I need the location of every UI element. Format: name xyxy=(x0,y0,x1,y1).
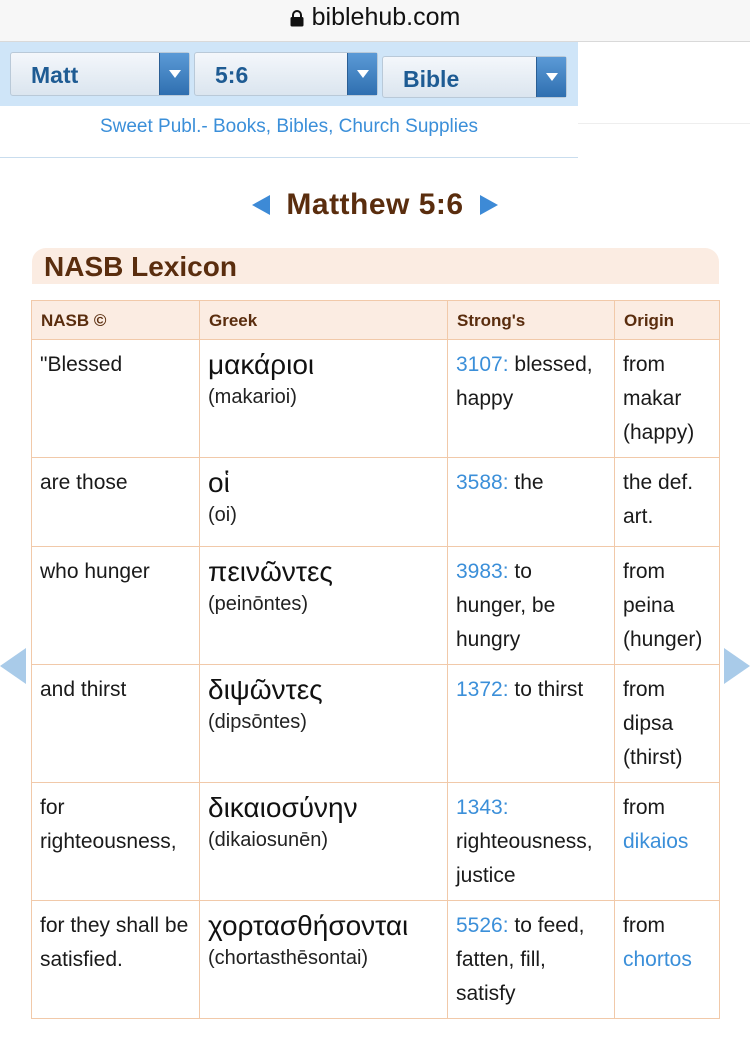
strongs-number-link[interactable]: 1372: xyxy=(456,678,509,701)
strongs-cell xyxy=(448,340,615,458)
greek-word[interactable]: οἱ xyxy=(208,467,230,498)
nasb-cell: are those xyxy=(32,458,200,547)
lexicon-table xyxy=(31,300,720,1019)
book-select[interactable] xyxy=(10,52,190,96)
origin-text: from xyxy=(623,914,665,937)
strongs-definition: to hunger, be hungry xyxy=(456,560,556,651)
origin-cell xyxy=(615,665,720,783)
chevron-down-icon[interactable] xyxy=(347,53,377,95)
nasb-cell: who hunger xyxy=(32,547,200,665)
transliteration: (oi) xyxy=(208,504,237,526)
greek-cell xyxy=(200,665,448,783)
nasb-cell: "Blessed xyxy=(32,340,200,458)
book-select-value: Matt xyxy=(31,62,79,88)
origin-link[interactable]: dikaios xyxy=(623,830,689,853)
strongs-cell xyxy=(448,665,615,783)
origin-cell xyxy=(615,547,720,665)
chevron-down-icon[interactable] xyxy=(536,57,566,97)
transliteration: (peinōntes) xyxy=(208,593,309,615)
greek-word[interactable]: διψῶντες xyxy=(208,674,323,705)
sponsor-banner xyxy=(0,106,578,158)
verse-select-value: 5:6 xyxy=(215,62,249,88)
origin-text: from dipsa (thirst) xyxy=(623,678,683,769)
column-header-nasb: NASB © xyxy=(32,301,200,340)
column-header-strongs: Strong's xyxy=(448,301,615,340)
origin-text: the def. art. xyxy=(623,471,694,528)
greek-cell xyxy=(200,901,448,1019)
lexicon-header xyxy=(32,248,719,284)
greek-word[interactable]: πεινῶντες xyxy=(208,556,333,587)
transliteration: (dikaiosunēn) xyxy=(208,829,329,851)
greek-cell xyxy=(200,783,448,901)
column-header-origin: Origin xyxy=(615,301,720,340)
strongs-number-link[interactable]: 1343: xyxy=(456,796,509,819)
version-select-value: Bible xyxy=(403,66,460,92)
table-row xyxy=(32,458,720,547)
prev-page-icon[interactable] xyxy=(0,648,26,684)
origin-cell xyxy=(615,458,720,547)
lexicon-title: NASB Lexicon xyxy=(44,251,237,282)
strongs-number-link[interactable]: 3983: xyxy=(456,560,509,583)
table-row xyxy=(32,901,720,1019)
strongs-definition: to feed, fatten, fill, satisfy xyxy=(456,914,585,1005)
table-row xyxy=(32,783,720,901)
column-header-greek: Greek xyxy=(200,301,448,340)
strongs-number-link[interactable]: 5526: xyxy=(456,914,509,937)
transliteration: (chortasthēsontai) xyxy=(208,947,369,969)
nasb-cell: and thirst xyxy=(32,665,200,783)
strongs-number-link[interactable]: 3107: xyxy=(456,353,509,376)
strongs-cell xyxy=(448,547,615,665)
transliteration: (dipsōntes) xyxy=(208,711,307,733)
origin-text: from xyxy=(623,796,665,819)
origin-cell xyxy=(615,340,720,458)
strongs-definition: the xyxy=(508,471,544,494)
strongs-definition: blessed, happy xyxy=(456,353,593,410)
sidebar-divider xyxy=(578,106,750,124)
origin-cell xyxy=(615,783,720,901)
url-text: biblehub.com xyxy=(311,3,461,31)
table-row xyxy=(32,547,720,665)
next-page-icon[interactable] xyxy=(724,648,750,684)
nasb-cell: for they shall be satisfied. xyxy=(32,901,200,1019)
strongs-definition: to thirst xyxy=(508,678,584,701)
greek-cell xyxy=(200,340,448,458)
strongs-number-link[interactable]: 3588: xyxy=(456,471,509,494)
triangle-left-icon[interactable] xyxy=(252,195,270,215)
origin-link[interactable]: chortos xyxy=(623,948,692,971)
greek-word[interactable]: μακάριοι xyxy=(208,349,315,380)
transliteration: (makarioi) xyxy=(208,386,297,408)
origin-text: from peina (hunger) xyxy=(623,560,703,651)
strongs-cell xyxy=(448,783,615,901)
passage-selector-bar xyxy=(0,42,578,106)
verse-title: Matthew 5:6 xyxy=(286,188,464,221)
table-header-row xyxy=(32,301,720,340)
nasb-cell: for righteousness, xyxy=(32,783,200,901)
greek-word[interactable]: δικαιοσύνην xyxy=(208,792,358,823)
table-row xyxy=(32,665,720,783)
origin-text: from makar (happy) xyxy=(623,353,695,444)
origin-cell xyxy=(615,901,720,1019)
strongs-definition: righteousness, justice xyxy=(456,830,593,887)
strongs-cell xyxy=(448,901,615,1019)
lock-icon xyxy=(290,10,304,26)
address-bar[interactable] xyxy=(0,0,750,42)
table-row xyxy=(32,340,720,458)
greek-word[interactable]: χορτασθήσονται xyxy=(208,910,409,941)
sponsor-link[interactable]: Sweet Publ.- Books, Bibles, Church Supplies xyxy=(99,116,479,137)
verse-select[interactable] xyxy=(194,52,378,96)
triangle-right-icon[interactable] xyxy=(480,195,498,215)
strongs-cell xyxy=(448,458,615,547)
chevron-down-icon[interactable] xyxy=(159,53,189,95)
verse-navigation xyxy=(0,184,750,226)
greek-cell xyxy=(200,547,448,665)
greek-cell xyxy=(200,458,448,547)
version-select[interactable] xyxy=(382,56,567,98)
